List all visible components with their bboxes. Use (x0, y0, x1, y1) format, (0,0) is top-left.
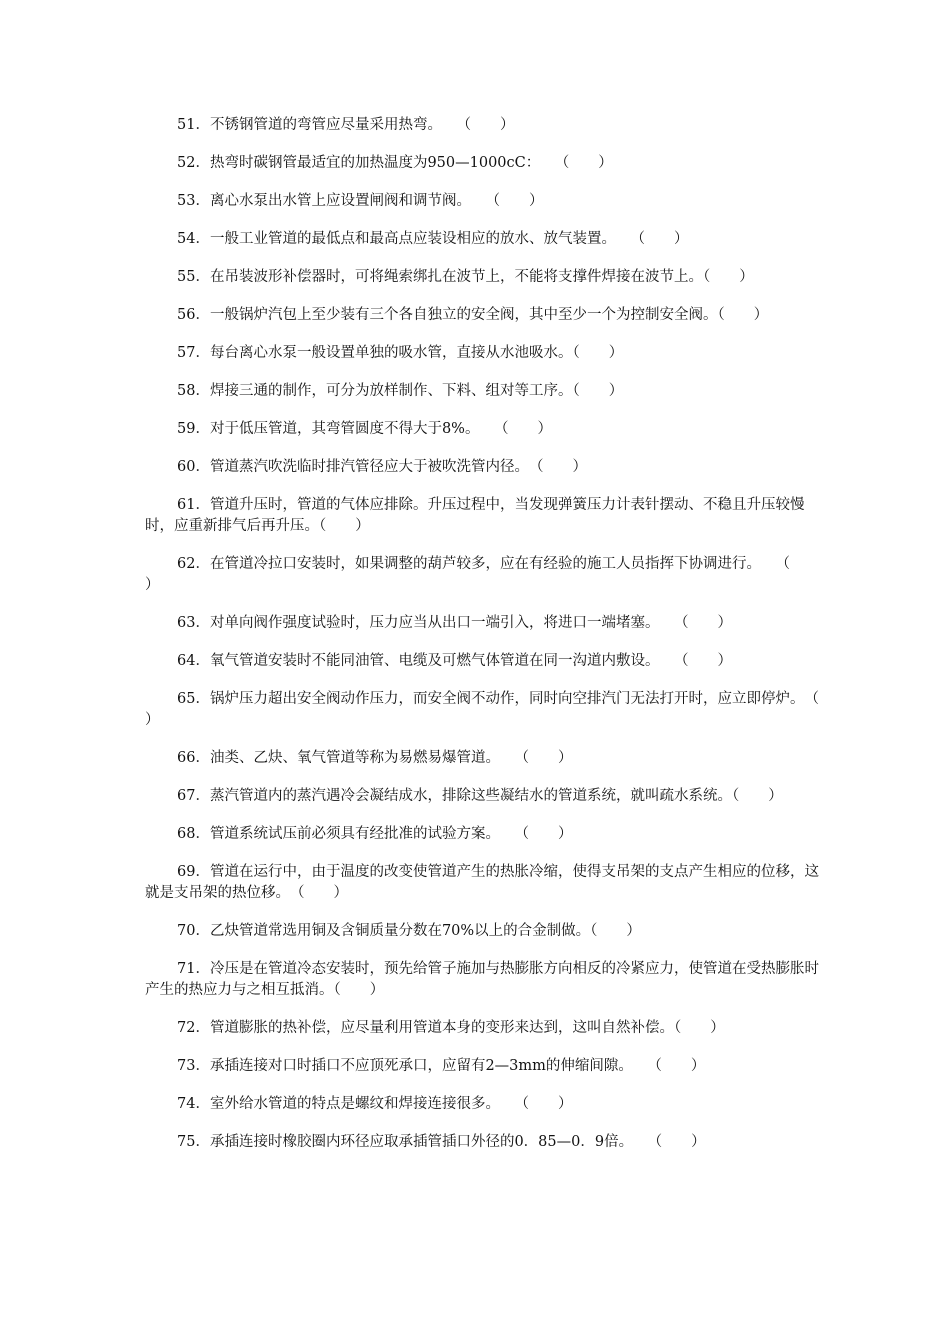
question-54: 54．一般工业管道的最低点和最高点应装设相应的放水、放气装置。 （ ） (177, 231, 689, 247)
question-list (145, 115, 848, 1170)
question-62: 62．在管道冷拉口安装时，如果调整的葫芦较多，应在有经验的施工人员指挥下协调进行。 （ ） (145, 556, 819, 593)
question-67: 67．蒸汽管道内的蒸汽遇冷会凝结成水，排除这些凝结水的管道系统，就叫疏水系统。（ ） (177, 788, 783, 804)
question-60: 60．管道蒸汽吹洗临时排汽管径应大于被吹洗管内径。 （ ） (177, 459, 587, 475)
question-66: 66．油类、乙炔、氧气管道等称为易燃易爆管道。 （ ） (177, 750, 573, 766)
question-64: 64．氧气管道安装时不能同油管、电缆及可燃气体管道在同一沟道内敷设。 （ ） (177, 653, 732, 669)
question-63: 63．对单向阀作强度试验时，压力应当从出口一端引入，将进口一端堵塞。 （ ） (177, 615, 732, 631)
question-72: 72．管道膨胀的热补偿，应尽量利用管道本身的变形来达到，这叫自然补偿。（ ） (177, 1020, 725, 1036)
question-71: 71．冷压是在管道冷态安装时，预先给管子施加与热膨胀方向相反的冷紧应力，使管道在受热膨胀时产生的热应力与之相互抵消。（ ） (145, 961, 819, 998)
question-61: 61．管道升压时，管道的气体应排除。升压过程中，当发现弹簧压力计表针摆动、不稳且升压较慢时，应重新排气后再升压。（ ） (145, 497, 805, 534)
question-56: 56．一般锅炉汽包上至少装有三个各自独立的安全阀，其中至少一个为控制安全阀。（ ） (177, 307, 769, 323)
question-57: 57．每台离心水泵一般设置单独的吸水管，直接从水池吸水。（ ） (177, 345, 624, 361)
question-70: 70．乙炔管道常选用铜及含铜质量分数在70%以上的合金制做。（ ） (177, 923, 641, 939)
question-65: 65．锅炉压力超出安全阀动作压力，而安全阀不动作，同时向空排汽门无法打开时，应立即停炉。 （ ） (145, 691, 848, 728)
question-53: 53．离心水泵出水管上应设置闸阀和调节阀。 （ ） (177, 193, 544, 209)
question-52: 52．热弯时碳钢管最适宜的加热温度为950—1000cC： （ ） (177, 155, 613, 171)
question-74: 74．室外给水管道的特点是螺纹和焊接连接很多。 （ ） (177, 1096, 573, 1112)
question-51: 51．不锈钢管道的弯管应尽量采用热弯。 （ ） (177, 117, 515, 133)
question-55: 55．在吊装波形补偿器时，可将绳索绑扎在波节上，不能将支撑件焊接在波节上。（ ） (177, 269, 754, 285)
question-75: 75．承插连接时橡胶圈内环径应取承插管插口外径的0．85—0．9倍。 （ ） (177, 1134, 706, 1150)
question-58: 58．焊接三通的制作，可分为放样制作、下料、组对等工序。（ ） (177, 383, 624, 399)
question-59: 59．对于低压管道，其弯管圆度不得大于8%。 （ ） (177, 421, 552, 437)
question-69: 69．管道在运行中，由于温度的改变使管道产生的热胀冷缩，使得支吊架的支点产生相应的位移，这就是支吊架的热位移。 （ ） (145, 864, 819, 901)
question-73: 73．承插连接对口时插口不应顶死承口，应留有2—3mm的伸缩间隙。 （ ） (177, 1058, 706, 1074)
question-68: 68．管道系统试压前必须具有经批准的试验方案。 （ ） (177, 826, 573, 842)
